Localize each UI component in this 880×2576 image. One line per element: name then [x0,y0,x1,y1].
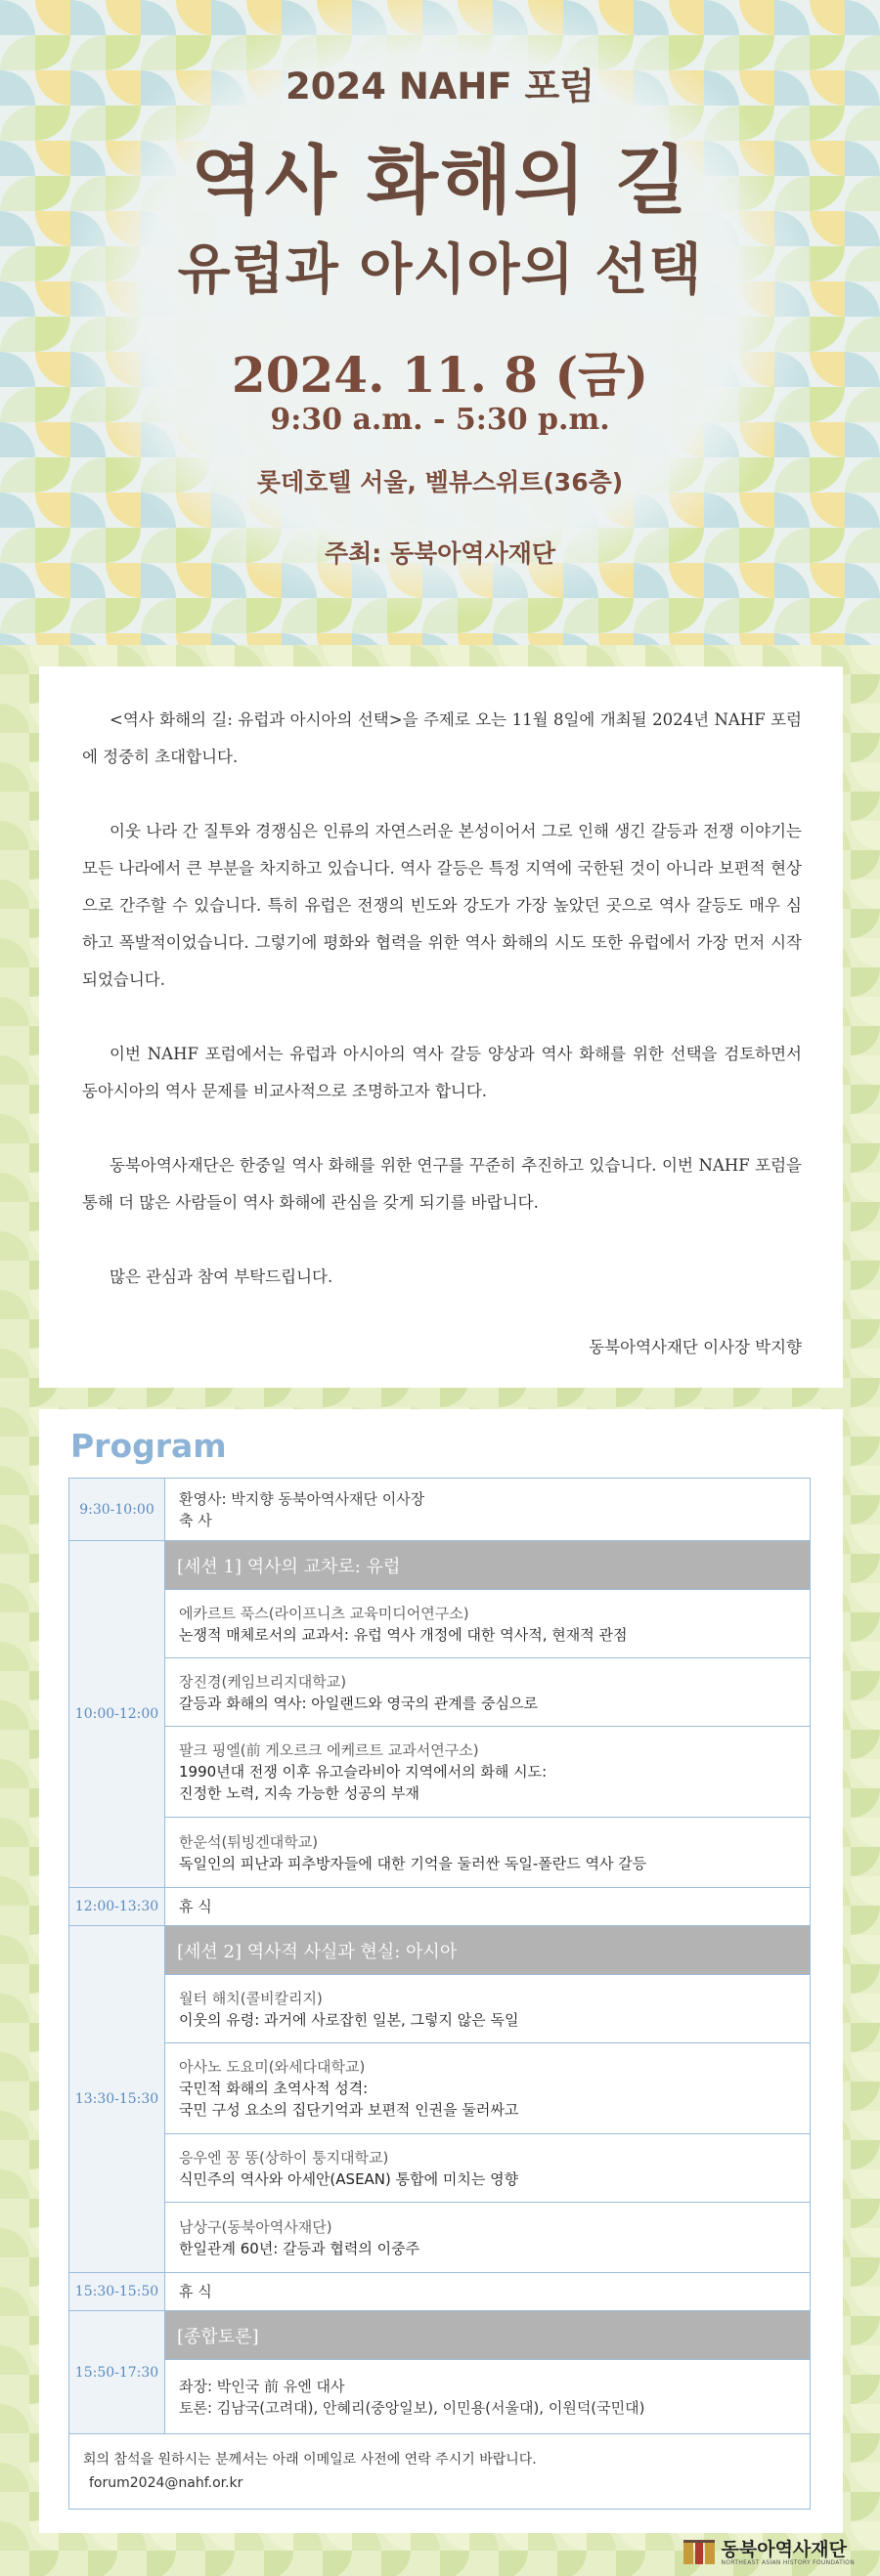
talk-cell [165,1727,811,1818]
invitation-letter [39,666,843,1388]
table-row [69,1926,811,1975]
table-row [69,1818,811,1888]
table-row [69,2134,811,2203]
session-1-header: [세션 1] 역사의 교차로: 유럽 [165,1541,811,1590]
table-row [69,1541,811,1590]
logo-korean: 동북아역사재단 [721,2538,848,2560]
welcome-cell [165,1479,811,1541]
talk-title: 독일인의 피난과 피추방자들에 대한 기억을 둘러싼 독일-폴란드 역사 갈등 [179,1854,647,1872]
talk-title: 국민적 화해의 초역사적 성격: [179,2080,369,2097]
table-row [69,1888,811,1926]
foundation-logo [682,2539,855,2566]
sub-title: 유럽과 아시아의 선택 [177,238,703,302]
talk-title: 식민주의 역사와 아세안(ASEAN) 통합에 미치는 영향 [179,2169,519,2188]
program-title: Program [70,1427,227,1465]
talk-cell [165,1975,811,2043]
talk-cell [165,1818,811,1888]
letter-paragraph: 많은 관심과 참여 부탁드립니다. [110,1267,333,1286]
table-row [69,1658,811,1727]
table-row [69,2360,811,2434]
table-row [69,1975,811,2043]
table-row [69,2203,811,2273]
program-section [39,1409,843,2533]
letter-paragraph: <역사 화해의 길: 유럽과 아시아의 선택>을 주제로 오는 11월 8일에 개최될 2024년 NAHF 포럼에 정중히 초대합니다. [82,710,802,766]
time-cell: 13:30-15:30 [69,1926,165,2273]
lunch-break: 휴 식 [165,1888,811,1926]
talk-cell [165,1590,811,1658]
table-row [69,2434,811,2510]
talk-title: 1990년대 전쟁 이후 유고슬라비아 지역에서의 화해 시도: [179,1763,548,1781]
letter-paragraph: 이번 NAHF 포럼에서는 유럽과 아시아의 역사 갈등 양상과 역사 화해를 위한 선택을 검토하면서 동아시아의 역사 문제를 비교사적으로 조명하고자 합니다. [82,1045,802,1100]
speaker: 아사노 도요미(와세다대학교) [179,2058,366,2076]
talk-cell [165,2134,811,2203]
event-host: 주최: 동북아역사재단 [324,539,556,568]
logo-text [722,2540,855,2566]
main-title: 역사 화해의 길 [191,137,689,224]
speaker: 팔크 핑엘(前 게오르크 에케르트 교과서연구소) [179,1741,479,1759]
speaker: 장진경(케임브리지대학교) [179,1672,347,1691]
event-date: 2024. 11. 8 (금) [231,346,649,404]
event-venue: 롯데호텔 서울, 벨뷰스위트(36층) [256,468,624,496]
logo-english: NORTHEAST ASIAN HISTORY FOUNDATION [721,2558,855,2566]
talk-title: 이웃의 유령: 과거에 사로잡힌 일본, 그렇지 않은 독일 [179,2010,519,2029]
speaker: 에카르트 푹스(라이프니츠 교육미디어연구소) [179,1604,469,1622]
speaker: 월터 해치(콜비칼리지) [179,1989,323,2007]
speaker: 한운석(튀빙겐대학교) [179,1832,319,1851]
speaker: 응우엔 꽁 똥(상하이 퉁지대학교) [179,2148,389,2167]
welcome-speech: 환영사: 박지향 동북아역사재단 이사장 [179,1489,425,1508]
talk-title: 갈등과 화해의 역사: 아일랜드와 영국의 관계를 중심으로 [179,1694,538,1712]
talk-title-line2: 국민 구성 요소의 집단기억과 보편적 인권을 둘러싸고 [179,2101,519,2119]
letter-signature: 동북아역사재단 이사장 박지향 [589,1338,802,1356]
talk-title: 논쟁적 매체로서의 교과서: 유럽 역사 개정에 대한 역사적, 현재적 관점 [179,1625,628,1644]
panel-chair: 좌장: 박인국 前 유엔 대사 [179,2377,345,2395]
foundation-logo-icon [682,2539,716,2566]
event-time: 9:30 a.m. - 5:30 p.m. [270,403,610,437]
talk-cell [165,2043,811,2134]
speaker: 남상구(동북아역사재단) [179,2217,332,2236]
program-table [68,1478,811,2510]
table-row [69,2273,811,2311]
coffee-break: 휴 식 [165,2273,811,2311]
panel-cell [165,2360,811,2434]
congratulatory-speech: 축 사 [179,1511,212,1529]
table-row [69,1479,811,1541]
talk-cell [165,2203,811,2273]
panel-members: 토론: 김남국(고려대), 안혜리(중앙일보), 이민용(서울대), 이원덕(국민대) [179,2398,645,2417]
talk-title: 한일관계 60년: 갈등과 협력의 이중주 [179,2239,420,2257]
time-cell: 12:00-13:30 [69,1888,165,1926]
letter-paragraph: 이웃 나라 간 질투와 경쟁심은 인류의 자연스러운 본성이어서 그로 인해 생긴 갈등과 전쟁 이야기는 모든 나라에서 큰 부분을 차지하고 있습니다. 역사 갈등은 특정 지역에 국한된 것이 아니라 보편적 현상으로 간주할 수 있습니다. 특히 유럽은 전쟁의 빈도와 강도가 가장 높았던 곳으로 역사 갈등도 매우 심하고 폭발적이었습니다. 그렇기에 평화와 협력을 위한 역사 화해의 시도 또한 유럽에서 가장 먼저 시작되었습니다. [82,822,802,989]
registration-note: 회의 참석을 원하시는 분께서는 아래 이메일로 사전에 연락 주시기 바랍니다. [83,2452,537,2468]
time-cell: 15:30-15:50 [69,2273,165,2311]
contact-email[interactable]: forum2024@nahf.or.kr [89,2475,243,2491]
time-cell: 9:30-10:00 [69,1479,165,1541]
session-2-header: [세션 2] 역사적 사실과 현실: 아시아 [165,1926,811,1975]
time-cell: 10:00-12:00 [69,1541,165,1888]
talk-cell [165,1658,811,1727]
panel-header: [종합토론] [165,2311,811,2360]
table-row [69,2311,811,2360]
header-banner [0,0,880,645]
table-row [69,2043,811,2134]
table-row [69,1590,811,1658]
forum-label: 2024 NAHF 포럼 [285,65,595,107]
letter-paragraph: 동북아역사재단은 한중일 역사 화해를 위한 연구를 꾸준히 추진하고 있습니다. 이번 NAHF 포럼을 통해 더 많은 사람들이 역사 화해에 관심을 갖게 되기를 바랍니다. [82,1156,802,1212]
talk-title-line2: 진정한 노력, 지속 가능한 성공의 부재 [179,1784,419,1802]
table-row [69,1727,811,1818]
time-cell: 15:50-17:30 [69,2311,165,2434]
note-cell [69,2434,811,2510]
